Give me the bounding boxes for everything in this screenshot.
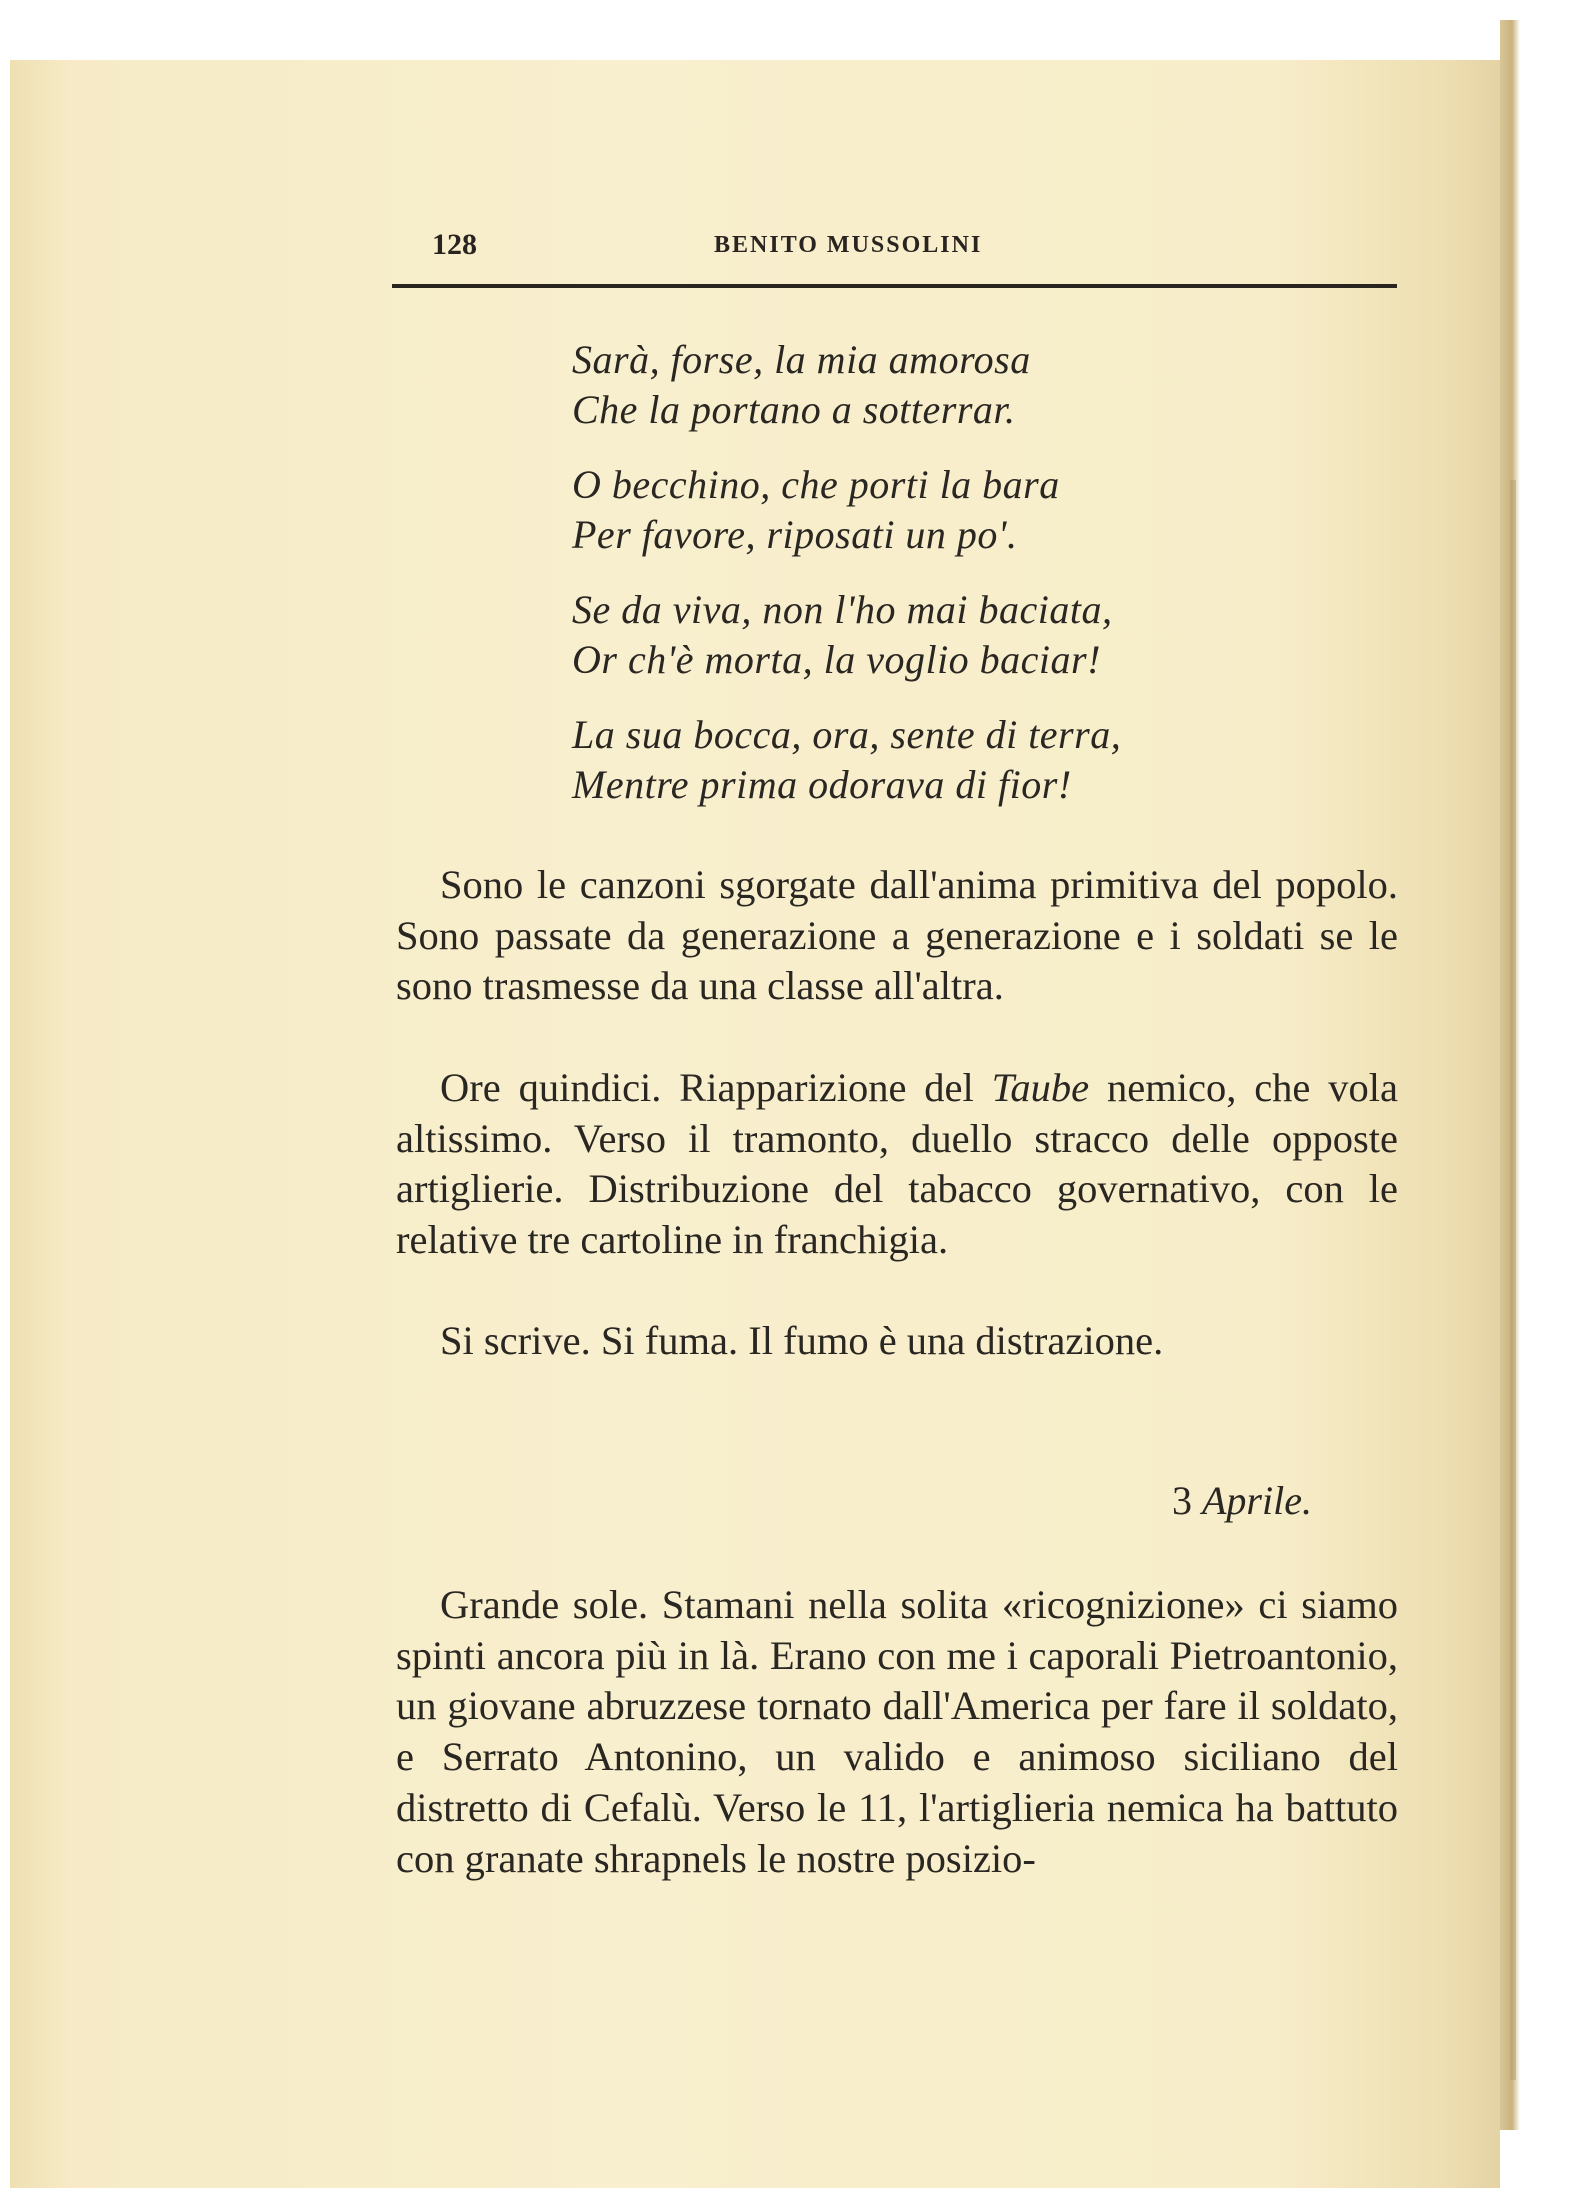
verse-stanza xyxy=(572,585,1392,685)
verse-line: Che la portano a sotterrar. xyxy=(572,387,1016,432)
verse-stanza xyxy=(572,460,1392,560)
verse-stanza xyxy=(572,335,1392,435)
page-spine-shadow xyxy=(1510,480,1516,2080)
verse-line: La sua bocca, ora, sente di terra, xyxy=(572,712,1122,757)
verse-line: Mentre prima odorava di fior! xyxy=(572,762,1072,807)
page-number: 128 xyxy=(432,228,477,261)
verse-line: Or ch'è morta, la voglio baciar! xyxy=(572,637,1101,682)
paragraph: Sono le canzoni sgorgate dall'anima primitiva del popolo. Sono passate da generazione a generazione e i soldati se le sono trasmesse da una classe all'altra. xyxy=(396,862,1398,1009)
verse-line: Se da viva, non l'ho mai baciata, xyxy=(572,587,1113,632)
paragraph-text: nemico, che vola altissimo. Verso il tramonto, duello stracco delle opposte artiglierie. Distribuzione del tabacco governativo, con le relative tre cartoline in franchigia. xyxy=(396,1065,1398,1263)
running-head: BENITO MUSSOLINI xyxy=(714,232,983,258)
date-heading xyxy=(1172,1477,1312,1524)
date-day: 3 xyxy=(1172,1478,1192,1523)
page-header xyxy=(392,228,1397,268)
date-month: Aprile. xyxy=(1202,1478,1312,1523)
verse-stanza xyxy=(572,710,1392,810)
italic-term: Taube xyxy=(991,1065,1090,1110)
verse-line: Sarà, forse, la mia amorosa xyxy=(572,337,1031,382)
paragraph: Grande sole. Stamani nella solita «ricognizione» ci siamo spinti ancora più in là. Erano con me i caporali Pietroantonio, un giovane abruzzese tornato dall'America per fare il soldato, e Serrato Antonino, un valido e animoso siciliano del distretto di Cefalù. Verso le 11, l'artiglieria nemica ha battuto con granate shrapnels le nostre posizio- xyxy=(396,1582,1398,1881)
header-rule xyxy=(392,284,1397,288)
verse-line: O becchino, che porti la bara xyxy=(572,462,1060,507)
paragraph xyxy=(396,1063,1398,1266)
verse-line: Per favore, riposati un po'. xyxy=(572,512,1018,557)
paragraph-text: Ore quindici. Riapparizione del xyxy=(440,1065,992,1110)
paragraph: Si scrive. Si fuma. Il fumo è una distrazione. xyxy=(440,1318,1164,1363)
